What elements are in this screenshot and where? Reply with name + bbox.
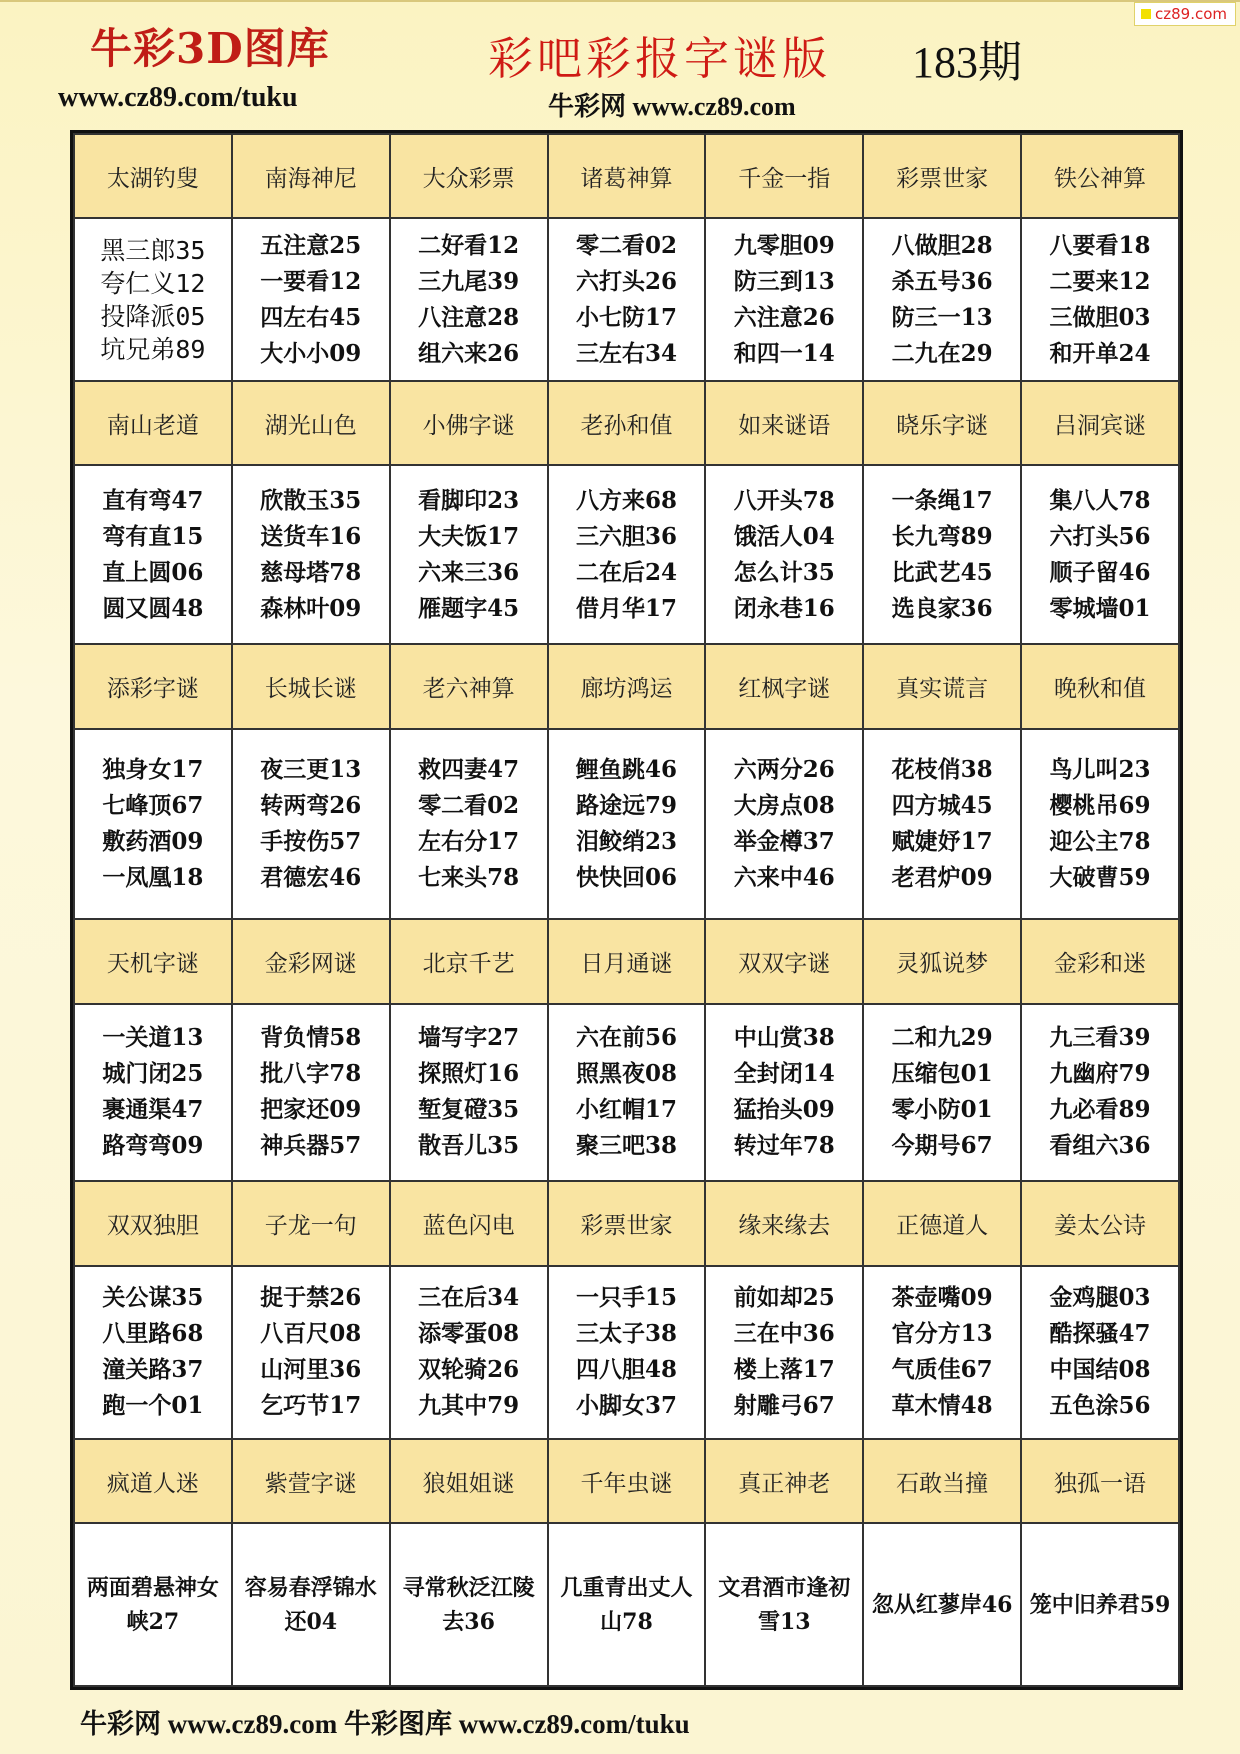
- riddle-line: 山78: [600, 1608, 653, 1635]
- riddle-line: 八注意28: [418, 303, 520, 331]
- riddle-line: 四左右45: [260, 303, 362, 331]
- riddle-line: 八开头78: [733, 486, 835, 514]
- column-title: 铁公神算: [1021, 134, 1179, 218]
- brand-url[interactable]: www.cz89.com/tuku: [58, 82, 298, 113]
- riddle-cell: [548, 1523, 706, 1686]
- riddle-cell: [705, 1266, 863, 1439]
- riddle-line: 饿活人04: [733, 522, 835, 550]
- riddle-line: 八做胆28: [891, 231, 993, 259]
- riddle-line: 二要来12: [1049, 267, 1151, 295]
- riddle-cell: [705, 1004, 863, 1182]
- column-title: 北京千艺: [390, 919, 548, 1003]
- riddle-cell: [1021, 729, 1179, 920]
- riddle-line: 神兵器57: [260, 1132, 362, 1160]
- column-title: 红枫字谜: [705, 644, 863, 728]
- header-row: [74, 381, 1179, 465]
- column-title: 老孙和值: [548, 381, 706, 465]
- riddle-line: 夸仁义12: [100, 268, 206, 298]
- riddle-line: 捉于禁26: [260, 1284, 362, 1312]
- column-title: 晚秋和值: [1021, 644, 1179, 728]
- riddle-line: 杀五号36: [891, 267, 993, 295]
- riddle-line: 鲤鱼跳46: [575, 755, 677, 783]
- riddle-line: 三做胆03: [1049, 303, 1151, 331]
- riddle-line: 官分方13: [891, 1320, 993, 1348]
- edition-title: 彩吧彩报字谜版: [488, 32, 832, 85]
- riddle-cell: [74, 1523, 232, 1686]
- footer-links[interactable]: 牛彩网 www.cz89.com 牛彩图库 www.cz89.com/tuku: [80, 1709, 690, 1739]
- riddle-line: 投降派05: [100, 301, 206, 331]
- riddle-line: 直有弯47: [102, 486, 204, 514]
- column-title: 湖光山色: [232, 381, 390, 465]
- riddle-line: 圆又圆48: [102, 594, 204, 622]
- riddle-line: 怎么计35: [733, 558, 835, 586]
- riddle-line: 三左右34: [575, 339, 677, 367]
- column-title: 姜太公诗: [1021, 1181, 1179, 1265]
- content-row: [74, 1266, 1179, 1439]
- riddle-line: 雁题字45: [418, 594, 520, 622]
- column-title: 蓝色闪电: [390, 1181, 548, 1265]
- riddle-line: 裹通渠47: [102, 1096, 204, 1124]
- riddle-line: 顺子留46: [1049, 558, 1151, 586]
- riddle-cell: [1021, 218, 1179, 380]
- riddle-line: 手按伤57: [260, 827, 362, 855]
- riddle-line: 两面碧悬神女: [86, 1574, 219, 1601]
- riddle-cell: [232, 218, 390, 380]
- riddle-cell: [548, 1266, 706, 1439]
- riddle-line: 城门闭25: [102, 1060, 204, 1088]
- riddle-line: 六注意26: [733, 303, 835, 331]
- riddle-cell: [74, 218, 232, 380]
- riddle-cell: [548, 465, 706, 644]
- riddle-line: 赋婕妤17: [891, 827, 993, 855]
- riddle-line: 聚三吧38: [575, 1132, 677, 1160]
- content-row: [74, 218, 1179, 380]
- riddle-line: 今期号67: [891, 1132, 993, 1160]
- column-title: 金彩网谜: [232, 919, 390, 1003]
- riddle-line: 二好看12: [418, 231, 520, 259]
- riddle-line: 批八字78: [260, 1060, 362, 1088]
- period-number: 183期: [912, 38, 1022, 87]
- column-title: 狼姐姐谜: [390, 1439, 548, 1523]
- riddle-cell: [705, 465, 863, 644]
- riddle-line: 九其中79: [418, 1392, 520, 1420]
- brand-title: 牛彩3D图库: [90, 24, 330, 73]
- column-title: 彩票世家: [548, 1181, 706, 1265]
- column-title: 小佛字谜: [390, 381, 548, 465]
- riddle-line: 坑兄弟89: [100, 334, 206, 364]
- riddle-line: 樱桃吊69: [1049, 791, 1151, 819]
- riddle-line: 三太子38: [575, 1320, 677, 1348]
- riddle-line: 关公谋35: [102, 1284, 204, 1312]
- riddle-cell: [74, 1266, 232, 1439]
- riddle-line: 九三看39: [1049, 1024, 1151, 1052]
- riddle-line: 金鸡腿03: [1049, 1284, 1151, 1312]
- column-title: 独孤一语: [1021, 1439, 1179, 1523]
- column-title: 真实谎言: [863, 644, 1021, 728]
- riddle-line: 酷探骚47: [1049, 1320, 1151, 1348]
- column-title: 灵狐说梦: [863, 919, 1021, 1003]
- riddle-line: 二九在29: [891, 339, 993, 367]
- riddle-line: 花枝俏38: [891, 755, 993, 783]
- column-title: 如来谜语: [705, 381, 863, 465]
- riddle-line: 容易春浮锦水: [244, 1574, 377, 1601]
- riddle-line: 一凤凰18: [102, 863, 204, 891]
- riddle-line: 寻常秋泛江陵: [402, 1574, 535, 1601]
- column-title: 彩票世家: [863, 134, 1021, 218]
- content-row: [74, 729, 1179, 920]
- header-row: [74, 1181, 1179, 1265]
- content-row: [74, 1004, 1179, 1182]
- riddle-line: 选良家36: [891, 594, 993, 622]
- riddle-line: 还04: [284, 1608, 338, 1635]
- riddle-line: 直上圆06: [102, 558, 204, 586]
- riddle-line: 背负情58: [260, 1024, 362, 1052]
- riddle-line: 六两分26: [733, 755, 835, 783]
- riddle-cell: [548, 218, 706, 380]
- riddle-line: 乞巧节17: [260, 1392, 362, 1420]
- riddle-line: 组六来26: [418, 339, 520, 367]
- riddle-line: 茶壶嘴09: [891, 1284, 993, 1312]
- riddle-line: 和开单24: [1049, 339, 1151, 367]
- riddle-line: 九零胆09: [733, 231, 835, 259]
- riddle-cell: [390, 465, 548, 644]
- riddle-line: 堑复磴35: [418, 1096, 520, 1124]
- riddle-line: 小红帽17: [575, 1096, 677, 1124]
- riddle-line: 君德宏46: [260, 863, 362, 891]
- riddle-line: 射雕弓67: [733, 1392, 835, 1420]
- riddle-line: 大小小09: [260, 339, 362, 367]
- riddle-line: 看组六36: [1049, 1132, 1151, 1160]
- riddle-line: 五色涂56: [1049, 1392, 1151, 1420]
- riddle-line: 敷药酒09: [102, 827, 204, 855]
- riddle-cell: [1021, 1523, 1179, 1686]
- riddle-cell: [705, 729, 863, 920]
- column-title: 疯道人迷: [74, 1439, 232, 1523]
- column-title: 廊坊鸿运: [548, 644, 706, 728]
- riddle-cell: [232, 465, 390, 644]
- site-badge[interactable]: [1134, 2, 1236, 26]
- riddle-line: 大夫饭17: [418, 522, 520, 550]
- riddle-line: 零城墙01: [1049, 594, 1151, 622]
- riddle-cell: [863, 729, 1021, 920]
- riddle-cell: [390, 1523, 548, 1686]
- riddle-line: 压缩包01: [891, 1060, 993, 1088]
- riddle-line: 举金樽37: [733, 827, 835, 855]
- riddle-line: 泪鲛绡23: [575, 827, 677, 855]
- riddle-line: 气质佳67: [891, 1356, 993, 1384]
- column-title: 长城长谜: [232, 644, 390, 728]
- riddle-cell: [863, 465, 1021, 644]
- column-title: 太湖钓叟: [74, 134, 232, 218]
- riddle-line: 和四一14: [733, 339, 835, 367]
- riddle-line: 文君酒市逢初: [718, 1574, 851, 1601]
- riddle-line: 欣散玉35: [260, 486, 362, 514]
- riddle-line: 二在后24: [575, 558, 677, 586]
- column-title: 千金一指: [705, 134, 863, 218]
- top-divider: [0, 0, 1240, 2]
- riddle-line: 转过年78: [733, 1132, 835, 1160]
- riddle-line: 零二看02: [575, 231, 677, 259]
- riddle-cell: [74, 729, 232, 920]
- column-title: 千年虫谜: [548, 1439, 706, 1523]
- riddle-line: 五注意25: [260, 231, 362, 259]
- riddle-line: 转两弯26: [260, 791, 362, 819]
- header-row: [74, 134, 1179, 218]
- riddle-line: 四八胆48: [575, 1356, 677, 1384]
- riddle-line: 闭永巷16: [733, 594, 835, 622]
- riddle-grid: [73, 133, 1180, 1687]
- riddle-line: 六打头56: [1049, 522, 1151, 550]
- riddle-cell: [863, 1266, 1021, 1439]
- column-title: 南山老道: [74, 381, 232, 465]
- column-title: 缘来缘去: [705, 1181, 863, 1265]
- column-title: 吕洞宾谜: [1021, 381, 1179, 465]
- riddle-line: 楼上落17: [733, 1356, 835, 1384]
- riddle-line: 大破曹59: [1049, 863, 1151, 891]
- site-badge-text: cz89.com: [1154, 5, 1227, 23]
- riddle-cell: [74, 1004, 232, 1182]
- riddle-line: 独身女17: [102, 755, 204, 783]
- riddle-line: 零小防01: [891, 1096, 993, 1124]
- column-title: 子龙一句: [232, 1181, 390, 1265]
- riddle-line: 路弯弯09: [102, 1132, 204, 1160]
- riddle-line: 草木情48: [891, 1392, 993, 1420]
- riddle-line: 送货车16: [260, 522, 362, 550]
- riddle-cell: [863, 218, 1021, 380]
- riddle-line: 中山赏38: [733, 1024, 835, 1052]
- riddle-line: 六来中46: [733, 863, 835, 891]
- riddle-cell: [1021, 465, 1179, 644]
- riddle-line: 前如却25: [733, 1284, 835, 1312]
- riddle-cell: [705, 218, 863, 380]
- riddle-line: 一要看12: [260, 267, 362, 295]
- riddle-line: 零二看02: [418, 791, 520, 819]
- riddle-cell: [74, 465, 232, 644]
- riddle-line: 添零蛋08: [418, 1320, 520, 1348]
- riddle-cell: [1021, 1266, 1179, 1439]
- riddle-line: 雪13: [757, 1608, 811, 1635]
- riddle-cell: [232, 1004, 390, 1182]
- riddle-line: 峡27: [126, 1608, 180, 1635]
- riddle-line: 七峰顶67: [102, 791, 204, 819]
- column-title: 正德道人: [863, 1181, 1021, 1265]
- content-row: [74, 1523, 1179, 1686]
- riddle-line: 森林叶09: [260, 594, 362, 622]
- riddle-line: 猛抬头09: [733, 1096, 835, 1124]
- riddle-line: 山河里36: [260, 1356, 362, 1384]
- riddle-line: 二和九29: [891, 1024, 993, 1052]
- column-title: 金彩和迷: [1021, 919, 1179, 1003]
- column-title: 天机字谜: [74, 919, 232, 1003]
- riddle-line: 长九弯89: [891, 522, 993, 550]
- riddle-cell: [1021, 1004, 1179, 1182]
- riddle-line: 忽从红蓼岸46: [871, 1591, 1013, 1618]
- column-title: 石敢当撞: [863, 1439, 1021, 1523]
- riddle-line: 老君炉09: [891, 863, 993, 891]
- riddle-line: 八百尺08: [260, 1320, 362, 1348]
- riddle-line: 探照灯16: [418, 1060, 520, 1088]
- riddle-line: 防三一13: [891, 303, 993, 331]
- riddle-line: 八方来68: [575, 486, 677, 514]
- riddle-line: 集八人78: [1049, 486, 1151, 514]
- riddle-line: 三九尾39: [418, 267, 520, 295]
- riddle-line: 几重青出丈人: [560, 1574, 693, 1601]
- riddle-cell: [390, 1004, 548, 1182]
- riddle-line: 比武艺45: [891, 558, 993, 586]
- riddle-line: 八要看18: [1049, 231, 1151, 259]
- riddle-line: 九必看89: [1049, 1096, 1151, 1124]
- riddle-cell: [705, 1523, 863, 1686]
- riddle-line: 去36: [442, 1608, 495, 1635]
- riddle-line: 七来头78: [418, 863, 520, 891]
- column-title: 双双字谜: [705, 919, 863, 1003]
- riddle-line: 三在中36: [733, 1320, 835, 1348]
- riddle-line: 九幽府79: [1049, 1060, 1151, 1088]
- riddle-cell: [232, 1266, 390, 1439]
- riddle-line: 路途远79: [575, 791, 677, 819]
- riddle-line: 三在后34: [418, 1284, 520, 1312]
- riddle-line: 八里路68: [102, 1320, 204, 1348]
- riddle-table: [70, 130, 1183, 1690]
- riddle-line: 一条绳17: [891, 486, 993, 514]
- riddle-cell: [390, 1266, 548, 1439]
- riddle-line: 一只手15: [575, 1284, 677, 1312]
- header-row: [74, 644, 1179, 728]
- riddle-line: 迎公主78: [1049, 827, 1151, 855]
- riddle-cell: [548, 729, 706, 920]
- riddle-line: 潼关路37: [102, 1356, 204, 1384]
- column-title: 晓乐字谜: [863, 381, 1021, 465]
- riddle-line: 墙写字27: [418, 1024, 520, 1052]
- riddle-line: 黑三郎35: [100, 235, 206, 265]
- riddle-line: 大房点08: [733, 791, 835, 819]
- riddle-line: 跑一个01: [102, 1392, 204, 1420]
- riddle-line: 全封闭14: [733, 1060, 835, 1088]
- content-row: [74, 465, 1179, 644]
- riddle-line: 散吾儿35: [418, 1132, 520, 1160]
- riddle-line: 六来三36: [418, 558, 520, 586]
- riddle-line: 六打头26: [575, 267, 677, 295]
- riddle-cell: [863, 1004, 1021, 1182]
- header-row: [74, 1439, 1179, 1523]
- riddle-line: 三六胆36: [575, 522, 677, 550]
- column-title: 日月通谜: [548, 919, 706, 1003]
- riddle-line: 照黑夜08: [575, 1060, 677, 1088]
- riddle-line: 夜三更13: [260, 755, 362, 783]
- column-title: 添彩字谜: [74, 644, 232, 728]
- column-title: 南海神尼: [232, 134, 390, 218]
- column-title: 诸葛神算: [548, 134, 706, 218]
- riddle-line: 鸟儿叫23: [1049, 755, 1151, 783]
- header-row: [74, 919, 1179, 1003]
- column-title: 老六神算: [390, 644, 548, 728]
- riddle-cell: [232, 1523, 390, 1686]
- riddle-cell: [863, 1523, 1021, 1686]
- riddle-line: 弯有直15: [102, 522, 204, 550]
- riddle-cell: [548, 1004, 706, 1182]
- riddle-cell: [232, 729, 390, 920]
- riddle-line: 快快回06: [575, 863, 677, 891]
- riddle-line: 六在前56: [575, 1024, 677, 1052]
- riddle-line: 把家还09: [260, 1096, 362, 1124]
- riddle-line: 左右分17: [418, 827, 520, 855]
- riddle-line: 一关道13: [102, 1024, 204, 1052]
- riddle-line: 救四妻47: [418, 755, 520, 783]
- riddle-line: 双轮骑26: [418, 1356, 520, 1384]
- subsite-url[interactable]: 牛彩网 www.cz89.com: [548, 92, 796, 121]
- riddle-line: 中国结08: [1049, 1356, 1151, 1384]
- riddle-cell: [390, 729, 548, 920]
- riddle-line: 小七防17: [575, 303, 677, 331]
- riddle-line: 借月华17: [575, 594, 677, 622]
- column-title: 大众彩票: [390, 134, 548, 218]
- column-title: 紫萱字谜: [232, 1439, 390, 1523]
- riddle-cell: [390, 218, 548, 380]
- riddle-line: 看脚印23: [418, 486, 520, 514]
- riddle-line: 慈母塔78: [260, 558, 362, 586]
- riddle-line: 小脚女37: [575, 1392, 677, 1420]
- column-title: 双双独胆: [74, 1181, 232, 1265]
- riddle-line: 防三到13: [733, 267, 835, 295]
- riddle-line: 笼中旧养君59: [1029, 1591, 1171, 1618]
- riddle-line: 四方城45: [891, 791, 993, 819]
- column-title: 真正神老: [705, 1439, 863, 1523]
- badge-square-icon: [1141, 9, 1151, 19]
